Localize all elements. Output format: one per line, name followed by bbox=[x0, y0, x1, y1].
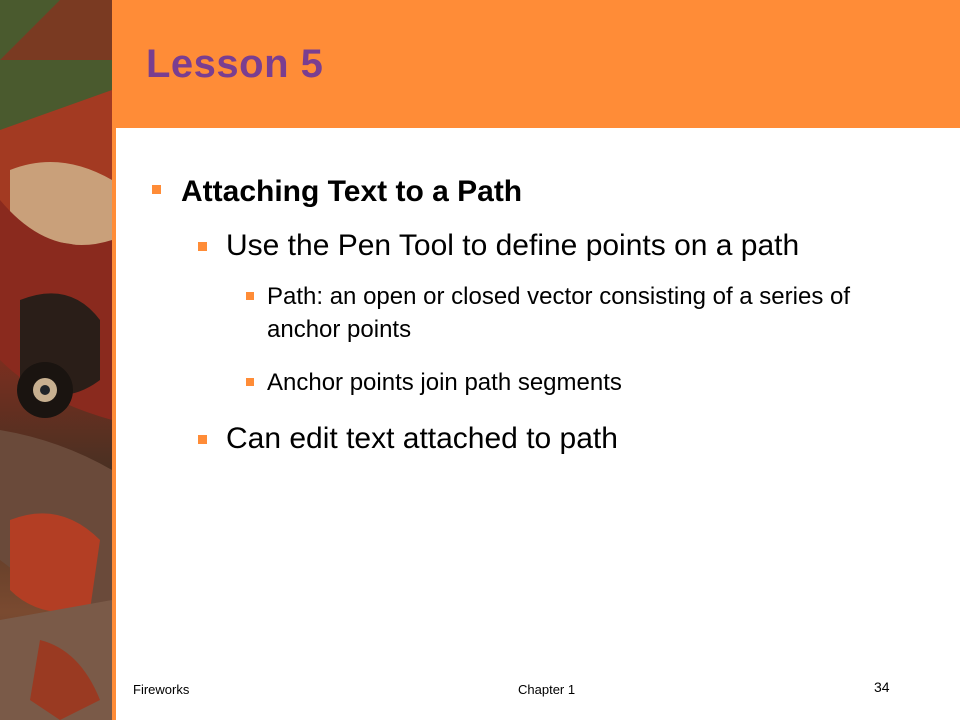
square-bullet-icon bbox=[246, 292, 254, 300]
bullet-text: Path: an open or closed vector consisting of a series of anchor points bbox=[267, 283, 850, 343]
bullet-text: Anchor points join path segments bbox=[267, 369, 622, 396]
butterfly-illustration bbox=[0, 0, 112, 720]
bullet-text: Use the Pen Tool to define points on a path bbox=[226, 229, 800, 262]
footer-chapter: Chapter 1 bbox=[518, 682, 576, 697]
bullet-text: Can edit text attached to path bbox=[226, 422, 618, 455]
square-bullet-icon bbox=[152, 185, 161, 194]
bullet-level-3 bbox=[246, 366, 886, 399]
butterfly-photo bbox=[0, 0, 112, 720]
bullet-level-3 bbox=[246, 280, 886, 346]
bullet-text: Attaching Text to a Path bbox=[181, 175, 523, 208]
square-bullet-icon bbox=[198, 242, 207, 251]
page-number: 34 bbox=[874, 679, 890, 695]
square-bullet-icon bbox=[246, 378, 254, 386]
bullet-level-1 bbox=[152, 172, 886, 212]
slide-content bbox=[146, 172, 886, 459]
square-bullet-icon bbox=[198, 435, 207, 444]
slide-title: Lesson 5 bbox=[146, 42, 324, 86]
footer-course: Fireworks bbox=[133, 682, 190, 697]
bullet-level-2 bbox=[198, 226, 886, 266]
bullet-level-2 bbox=[198, 419, 886, 459]
